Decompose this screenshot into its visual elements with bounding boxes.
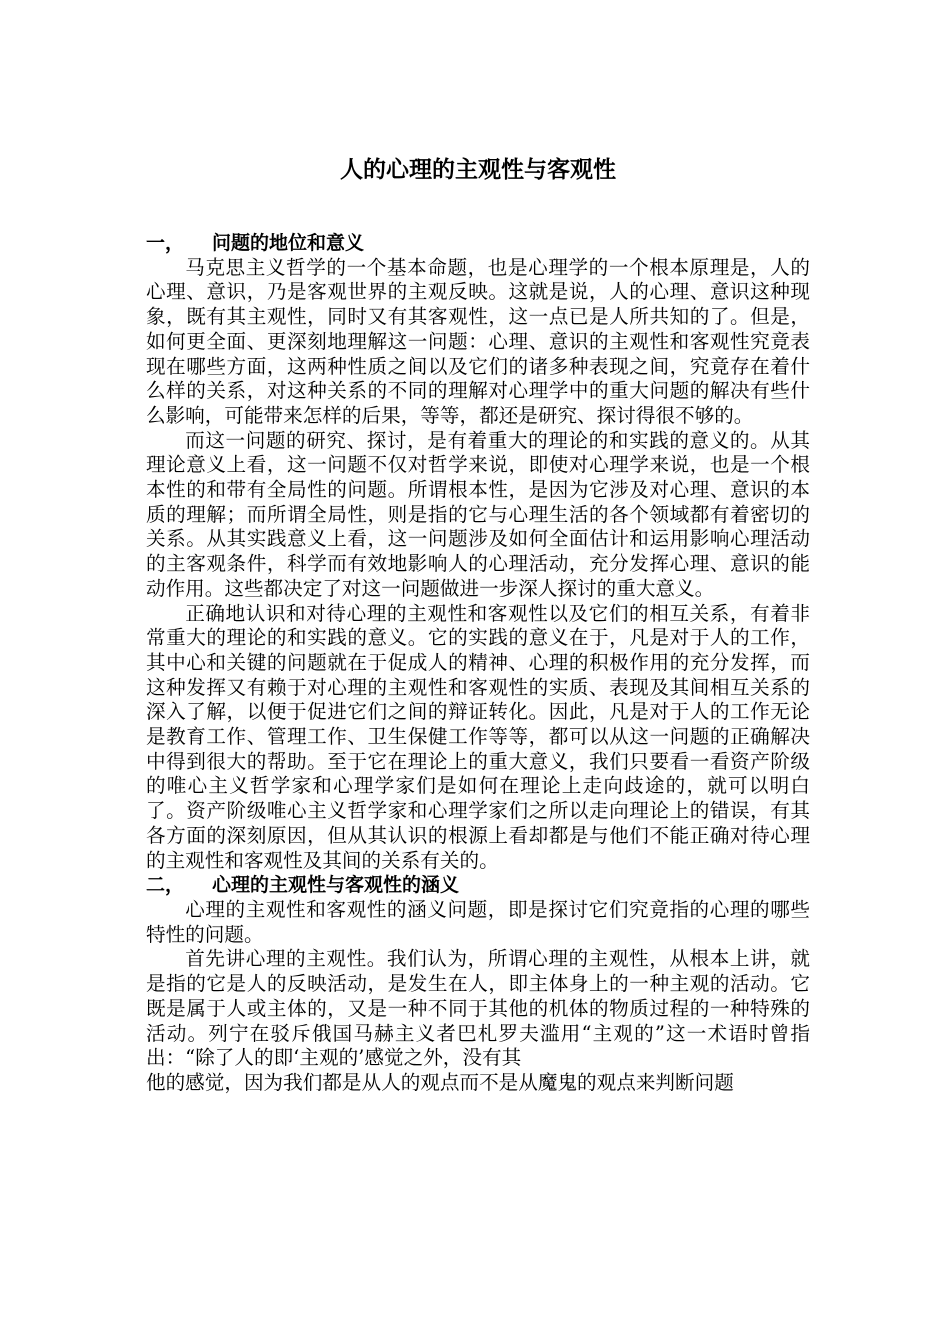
paragraph: 心理的主观性和客观性的涵义问题，即是探讨它们究竟指的心理的哪些特性的问题。 <box>146 897 810 946</box>
section-number: 二， <box>146 874 185 897</box>
section-number: 一， <box>146 232 185 254</box>
section-heading-1 <box>146 231 810 256</box>
paragraph: 首先讲心理的主观性。我们认为，所谓心理的主观性，从根本上讲，就是指的它是人的反映活动，是发生在人，即主体身上的一种主观的活动。它既是属于人或主体的，又是一种不同于其他的机体的物质过程的一种特殊的活动。列宁在驳斥俄国马赫主义者巴札罗夫滥用“主观的”这一术语时曾指出：“除了人的即‘主观的’感觉之外，没有其 <box>146 947 810 1070</box>
section-title: 问题的地位和意义 <box>212 232 365 254</box>
section-title: 心理的主观性与客观性的涵义 <box>212 874 460 897</box>
section-heading-2 <box>146 873 810 898</box>
paragraph: 而这一问题的研究、探讨，是有着重大的理论的和实践的意义的。从其理论意义上看，这一问题不仅对哲学来说，即使对心理学来说，也是一个根本性的和带有全局性的问题。所谓根本性，是因为它涉及对心理、意识的本质的理解；而所谓全局性，则是指的它与心理生活的各个领域都有着密切的关系。从其实践意义上看，这一问题涉及如何全面估计和运用影响心理活动的主客观条件，科学而有效地影响人的心理活动，充分发挥心理、意识的能动作用。这些都决定了对这一问题做进一步深人探讨的重大意义。 <box>146 428 810 600</box>
paragraph: 他的感觉，因为我们都是从人的观点而不是从魔鬼的观点来判断问题 <box>146 1070 734 1094</box>
document-title: 人的心理的主观性与客观性 <box>340 157 616 183</box>
paragraph: 正确地认识和对待心理的主观性和客观性以及它们的相互关系，有着非常重大的理论的和实践的意义。它的实践的意义在于，凡是对于人的工作，其中心和关键的问题就在于促成人的精神、心理的积极作用的充分发挥，而这种发挥又有赖于对心理的主观性和客观性的实质、表现及其间相互关系的深入了解，以便于促进它们之间的辩证转化。因此，凡是对于人的工作无论是教育工作、管理工作、卫生保健工作等等，都可以从这一问题的正确解决中得到很大的帮助。至于它在理论上的重大意义，我们只要看一看资产阶级的唯心主义哲学家和心理学家们是如何在理论上走向歧途的，就可以明白了。资产阶级唯心主义哲学家和心理学家们之所以走向理论上的错误，有其各方面的深刻原因，但从其认识的根源上看却都是与他们不能正确对待心理的主观性和客观性及其间的关系有关的。 <box>146 601 810 872</box>
paragraph: 马克思主义哲学的一个基本命题，也是心理学的一个根本原理是，人的心理、意识，乃是客观世界的主观反映。这就是说，人的心理、意识这种现象，既有其主观性，同时又有其客观性，这一点已是人所共知的了。但是，如何更全面、更深刻地理解这一问题：心理、意识的主观性和客观性究竟表现在哪些方面，这两种性质之间以及它们的诸多种表现之间，究竟存在着什么样的关系，对这种关系的不同的理解对心理学中的重大问题的解决有些什么影响，可能带来怎样的后果，等等，都还是研究、探讨得很不够的。 <box>146 255 810 427</box>
document-body <box>146 231 810 1096</box>
